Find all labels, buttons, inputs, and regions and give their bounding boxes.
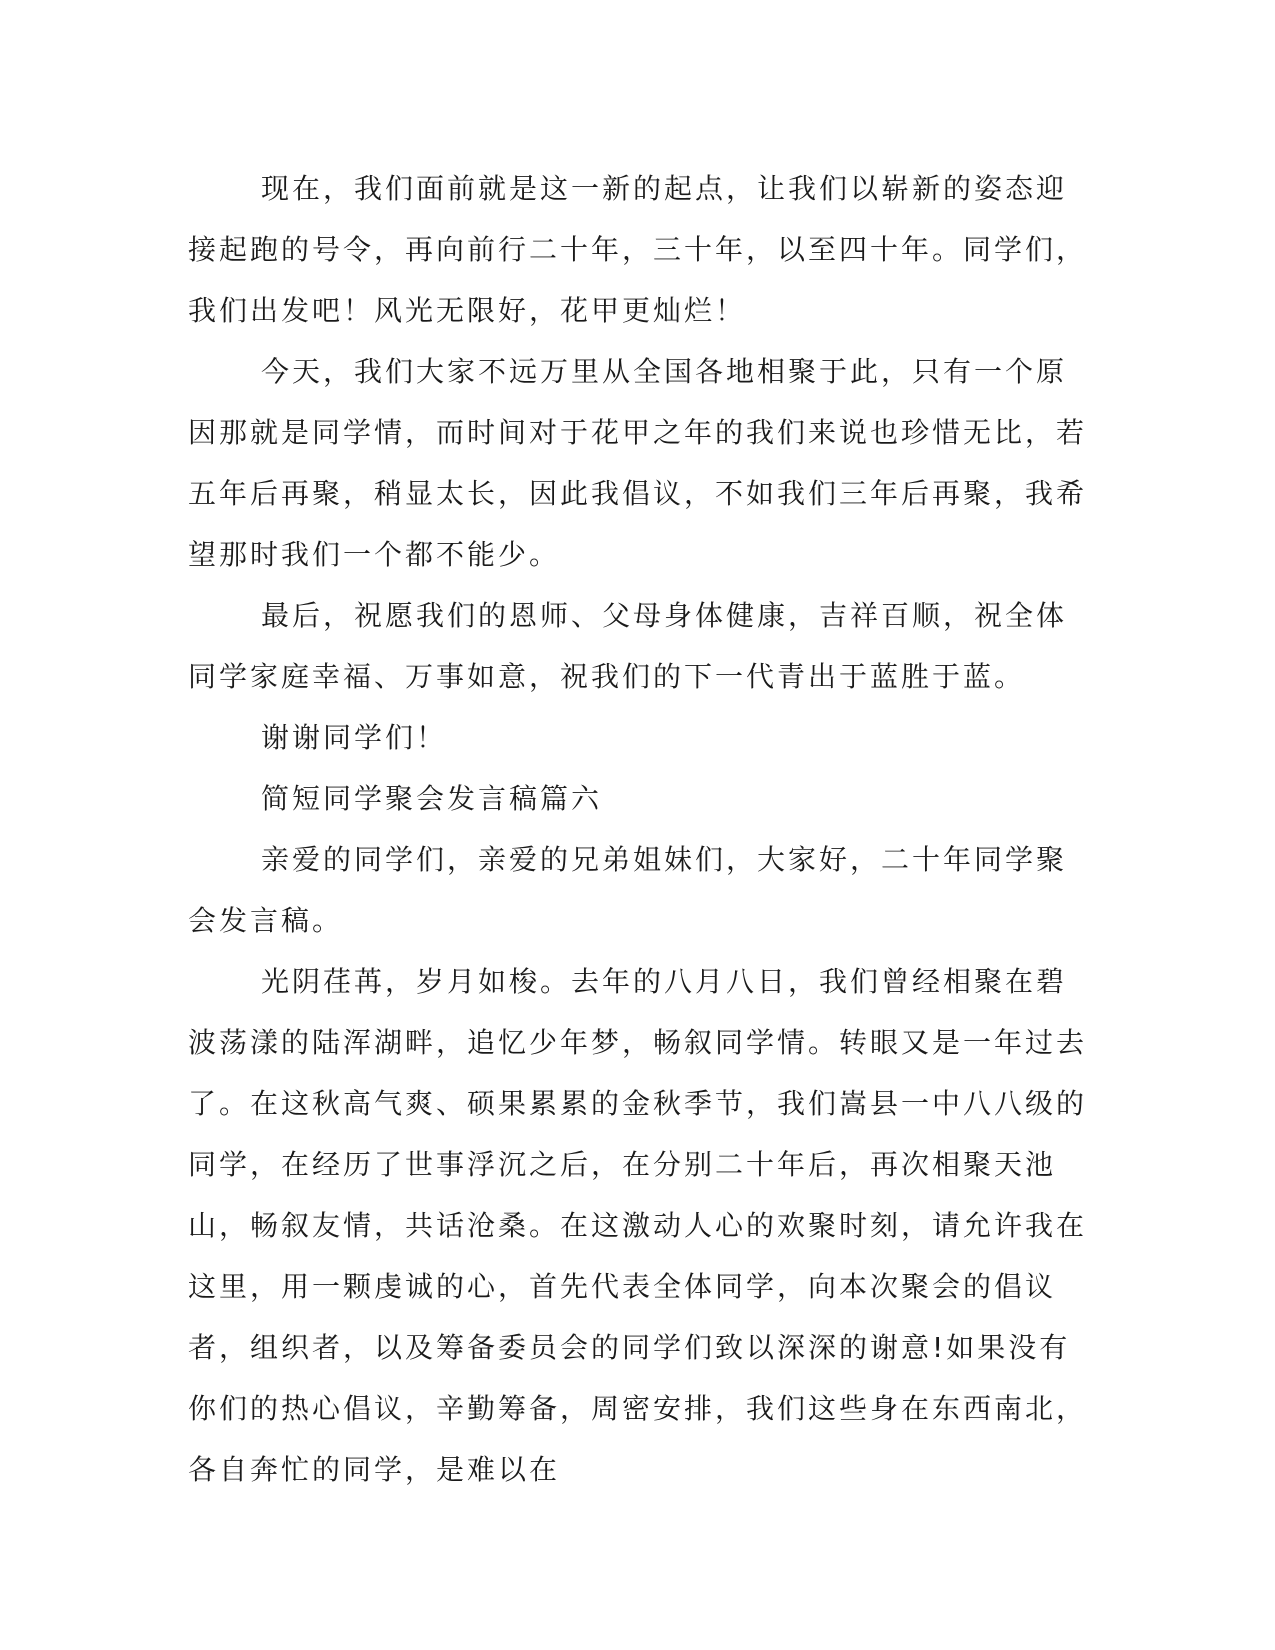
paragraph-proposal: 今天，我们大家不远万里从全国各地相聚于此，只有一个原因那就是同学情，而时间对于花甲之年的我们来说也珍惜无比，若五年后再聚，稍显太长，因此我倡议，不如我们三年后再聚，我希望那时我们一个都不能少。 — [188, 355, 1088, 571]
paragraph-closing-start: 现在，我们面前就是这一新的起点，让我们以崭新的姿态迎接起跑的号令，再向前行二十年，三十年，以至四十年。同学们，我们出发吧！风光无限好，花甲更灿烂！ — [188, 172, 1088, 327]
paragraph-greeting: 亲爱的同学们，亲爱的兄弟姐妹们，大家好，二十年同学聚会发言稿。 — [188, 843, 1068, 937]
document-body — [188, 158, 1088, 1500]
paragraph-main: 光阴荏苒，岁月如梭。去年的八月八日，我们曾经相聚在碧波荡漾的陆浑湖畔，追忆少年梦，畅叙同学情。转眼又是一年过去了。在这秋高气爽、硕果累累的金秋季节，我们嵩县一中八八级的同学，在经历了世事浮沉之后，在分别二十年后，再次相聚天池山，畅叙友情，共话沧桑。在这激动人心的欢聚时刻，请允许我在这里，用一颗虔诚的心，首先代表全体同学，向本次聚会的倡议者，组织者，以及筹备委员会的同学们致以深深的谢意!如果没有你们的热心倡议，辛勤筹备，周密安排，我们这些身在东西南北，各自奔忙的同学，是难以在 — [188, 965, 1088, 1486]
section-heading: 简短同学聚会发言稿篇六 — [261, 782, 603, 815]
paragraph-blessing: 最后，祝愿我们的恩师、父母身体健康，吉祥百顺，祝全体同学家庭幸福、万事如意，祝我们的下一代青出于蓝胜于蓝。 — [188, 599, 1068, 693]
paragraph-thanks: 谢谢同学们！ — [261, 721, 448, 754]
